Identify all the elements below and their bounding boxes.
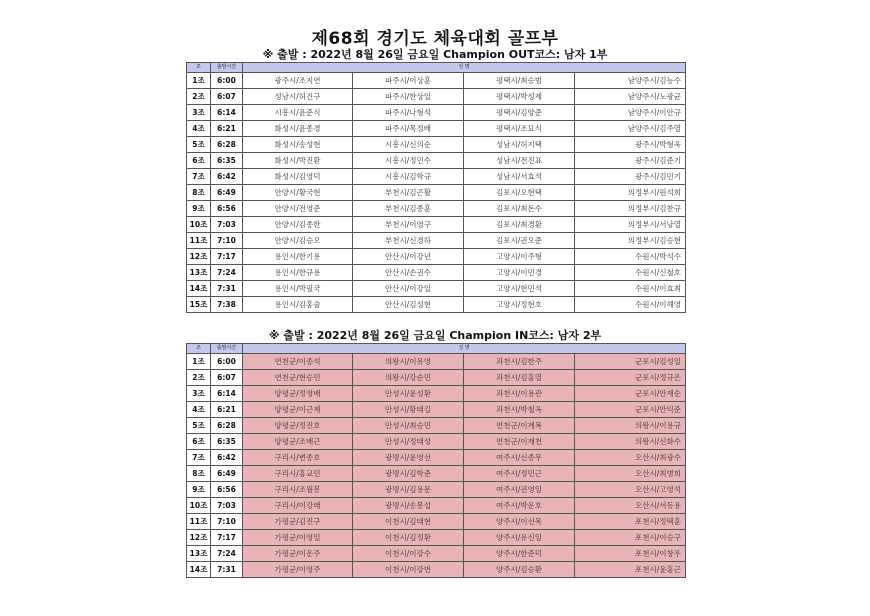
start-time-cell: 6:56 — [211, 201, 243, 217]
start-time-cell: 7:10 — [211, 233, 243, 249]
schedule-table-in-course — [186, 343, 686, 578]
start-time-cell: 6:42 — [211, 169, 243, 185]
group-cell: 12조 — [187, 530, 211, 546]
player-cell: 양평군/조배근 — [243, 434, 353, 450]
player-cell: 오산시/최광수 — [575, 450, 686, 466]
table-row — [187, 249, 686, 265]
player-cell: 고양시/현민석 — [464, 281, 575, 297]
table-row — [187, 137, 686, 153]
player-cell: 안성시/윤성환 — [353, 386, 464, 402]
group-cell: 12조 — [187, 249, 211, 265]
player-cell: 김포시/권오준 — [464, 233, 575, 249]
player-cell: 안산시/손권수 — [353, 265, 464, 281]
player-cell: 포천시/정택훈 — [575, 514, 686, 530]
player-cell: 가평군/김진구 — [243, 514, 353, 530]
group-cell: 9조 — [187, 482, 211, 498]
table-row — [187, 466, 686, 482]
table-row — [187, 386, 686, 402]
player-cell: 의왕시/이용규 — [575, 418, 686, 434]
header-names: 성 명 — [243, 63, 686, 73]
start-time-cell: 6:07 — [211, 89, 243, 105]
player-cell: 연천군/이계복 — [464, 418, 575, 434]
player-cell: 안산시/이강일 — [353, 281, 464, 297]
player-cell: 남양주시/김주열 — [575, 121, 686, 137]
player-cell: 고양시/이주형 — [464, 249, 575, 265]
start-time-cell: 6:35 — [211, 153, 243, 169]
player-cell: 평택시/조묘식 — [464, 121, 575, 137]
group-cell: 14조 — [187, 281, 211, 297]
table-row — [187, 169, 686, 185]
player-cell: 의왕시/강순민 — [353, 370, 464, 386]
group-cell: 11조 — [187, 514, 211, 530]
section-heading-in-course: ※ 출발 : 2022년 8월 26일 금요일 Champion IN코스: 남자 2부 — [268, 329, 602, 342]
player-cell: 양주시/김승환 — [464, 562, 575, 578]
player-cell: 양주시/한준덕 — [464, 546, 575, 562]
player-cell: 시흥시/김학규 — [353, 169, 464, 185]
player-cell: 양주시/이선목 — [464, 514, 575, 530]
table-row — [187, 418, 686, 434]
player-cell: 양평군/정영배 — [243, 386, 353, 402]
player-cell: 안양시/전영준 — [243, 201, 353, 217]
player-cell: 용인시/한규용 — [243, 265, 353, 281]
player-cell: 성남시/허지택 — [464, 137, 575, 153]
start-time-cell: 7:17 — [211, 530, 243, 546]
player-cell: 용인시/김홍술 — [243, 297, 353, 313]
group-cell: 1조 — [187, 354, 211, 370]
player-cell: 구리시/변종호 — [243, 450, 353, 466]
player-cell: 고양시/이민경 — [464, 265, 575, 281]
table-row — [187, 514, 686, 530]
group-cell: 7조 — [187, 450, 211, 466]
table-row — [187, 185, 686, 201]
player-cell: 구리시/조월봉 — [243, 482, 353, 498]
player-cell: 파주시/이상훈 — [353, 73, 464, 89]
player-cell: 연천군/현승민 — [243, 370, 353, 386]
player-cell: 과천시/이용관 — [464, 386, 575, 402]
start-time-cell: 7:10 — [211, 514, 243, 530]
table-row — [187, 498, 686, 514]
group-cell: 13조 — [187, 546, 211, 562]
player-cell: 평택시/박성제 — [464, 89, 575, 105]
table-row — [187, 73, 686, 89]
player-cell: 의정부시/김찬규 — [575, 201, 686, 217]
player-cell: 남양주시/이안규 — [575, 105, 686, 121]
player-cell: 화성시/윤종경 — [243, 121, 353, 137]
player-cell: 구리시/이강래 — [243, 498, 353, 514]
player-cell: 오산시/고영석 — [575, 482, 686, 498]
player-cell: 광주시/박형욱 — [575, 137, 686, 153]
player-cell: 남양주시/노광균 — [575, 89, 686, 105]
group-cell: 8조 — [187, 466, 211, 482]
player-cell: 여주시/정민근 — [464, 466, 575, 482]
player-cell: 성남시/서효석 — [464, 169, 575, 185]
table-row — [187, 233, 686, 249]
group-cell: 9조 — [187, 201, 211, 217]
table-row — [187, 562, 686, 578]
start-time-cell: 6:56 — [211, 482, 243, 498]
player-cell: 이천시/김태현 — [353, 514, 464, 530]
start-time-cell: 7:31 — [211, 281, 243, 297]
start-time-cell: 6:35 — [211, 434, 243, 450]
player-cell: 의왕시/이유영 — [353, 354, 464, 370]
start-time-cell: 7:24 — [211, 546, 243, 562]
player-cell: 구리시/홍교민 — [243, 466, 353, 482]
table-header-row — [187, 63, 686, 73]
table-row — [187, 89, 686, 105]
player-cell: 부천시/이영구 — [353, 217, 464, 233]
group-cell: 13조 — [187, 265, 211, 281]
player-cell: 광주시/김준기 — [575, 153, 686, 169]
group-cell: 1조 — [187, 73, 211, 89]
start-time-cell: 7:03 — [211, 217, 243, 233]
group-cell: 2조 — [187, 89, 211, 105]
player-cell: 평택시/최승범 — [464, 73, 575, 89]
group-cell: 6조 — [187, 434, 211, 450]
player-cell: 수원시/신철호 — [575, 265, 686, 281]
player-cell: 화성시/송성현 — [243, 137, 353, 153]
player-cell: 오산시/최병희 — [575, 466, 686, 482]
player-cell: 군포시/안익준 — [575, 402, 686, 418]
group-cell: 7조 — [187, 169, 211, 185]
table-row — [187, 217, 686, 233]
player-cell: 김포시/오현택 — [464, 185, 575, 201]
start-time-cell: 6:49 — [211, 466, 243, 482]
player-cell: 파주시/나형석 — [353, 105, 464, 121]
start-time-cell: 6:28 — [211, 137, 243, 153]
player-cell: 안양시/김승오 — [243, 233, 353, 249]
player-cell: 성남시/전진표 — [464, 153, 575, 169]
player-cell: 양평군/정진호 — [243, 418, 353, 434]
player-cell: 김포시/최돈수 — [464, 201, 575, 217]
player-cell: 안성시/정태성 — [353, 434, 464, 450]
player-cell: 포천시/이승구 — [575, 530, 686, 546]
player-cell: 시흥시/신의순 — [353, 137, 464, 153]
table-row — [187, 105, 686, 121]
player-cell: 군포시/정규은 — [575, 370, 686, 386]
player-cell: 연천군/이종석 — [243, 354, 353, 370]
player-cell: 여주시/신종무 — [464, 450, 575, 466]
start-time-cell: 6:21 — [211, 402, 243, 418]
section-heading-out-course: ※ 출발 : 2022년 8월 26일 금요일 Champion OUT코스: 남자 1부 — [262, 48, 608, 61]
player-cell: 시흥시/정민수 — [353, 153, 464, 169]
player-cell: 남양주시/김능수 — [575, 73, 686, 89]
player-cell: 과천시/박철옥 — [464, 402, 575, 418]
start-time-cell: 7:38 — [211, 297, 243, 313]
group-cell: 14조 — [187, 562, 211, 578]
player-cell: 시흥시/윤준식 — [243, 105, 353, 121]
start-time-cell: 6:00 — [211, 354, 243, 370]
header-start-time: 출발시간 — [211, 344, 243, 354]
table-row — [187, 434, 686, 450]
table-row — [187, 297, 686, 313]
group-cell: 4조 — [187, 121, 211, 137]
group-cell: 3조 — [187, 386, 211, 402]
header-group: 조 — [187, 344, 211, 354]
player-cell: 광주시/김민기 — [575, 169, 686, 185]
player-cell: 여주시/권영일 — [464, 482, 575, 498]
table-row — [187, 354, 686, 370]
player-cell: 수원시/이효최 — [575, 281, 686, 297]
player-cell: 파주시/한상일 — [353, 89, 464, 105]
start-time-cell: 6:07 — [211, 370, 243, 386]
start-time-cell: 7:03 — [211, 498, 243, 514]
group-cell: 10조 — [187, 217, 211, 233]
start-time-cell: 6:14 — [211, 105, 243, 121]
player-cell: 광명시/김용문 — [353, 482, 464, 498]
group-cell: 15조 — [187, 297, 211, 313]
player-cell: 이천시/이강수 — [353, 546, 464, 562]
player-cell: 가평군/이영주 — [243, 562, 353, 578]
player-cell: 과천시/김홍열 — [464, 370, 575, 386]
player-cell: 광명시/김학준 — [353, 466, 464, 482]
header-names: 성 명 — [243, 344, 686, 354]
player-cell: 광명시/윤영선 — [353, 450, 464, 466]
player-cell: 안성시/최승민 — [353, 418, 464, 434]
table-header-row — [187, 344, 686, 354]
start-time-cell: 6:00 — [211, 73, 243, 89]
group-cell: 2조 — [187, 370, 211, 386]
table-row — [187, 201, 686, 217]
player-cell: 용인시/한기용 — [243, 249, 353, 265]
table-row — [187, 482, 686, 498]
player-cell: 안산시/김성현 — [353, 297, 464, 313]
header-group: 조 — [187, 63, 211, 73]
start-time-cell: 6:28 — [211, 418, 243, 434]
group-cell: 6조 — [187, 153, 211, 169]
header-start-time: 출발시간 — [211, 63, 243, 73]
player-cell: 부천시/김곤활 — [353, 185, 464, 201]
player-cell: 수원시/이해영 — [575, 297, 686, 313]
player-cell: 용인시/박필국 — [243, 281, 353, 297]
player-cell: 수원시/박석수 — [575, 249, 686, 265]
player-cell: 가평군/이운주 — [243, 546, 353, 562]
player-cell: 양주시/유신일 — [464, 530, 575, 546]
player-cell: 의정부시/김승현 — [575, 233, 686, 249]
table-row — [187, 450, 686, 466]
page-title: 제68회 경기도 체육대회 골프부 — [311, 29, 559, 49]
table-row — [187, 402, 686, 418]
player-cell: 김포시/최경환 — [464, 217, 575, 233]
player-cell: 여주시/박운호 — [464, 498, 575, 514]
player-cell: 성남시/허진구 — [243, 89, 353, 105]
start-time-cell: 6:42 — [211, 450, 243, 466]
start-time-cell: 7:24 — [211, 265, 243, 281]
player-cell: 안양시/황국현 — [243, 185, 353, 201]
table-row — [187, 121, 686, 137]
player-cell: 의정부시/서낭열 — [575, 217, 686, 233]
player-cell: 과천시/김한주 — [464, 354, 575, 370]
player-cell: 안산시/이강년 — [353, 249, 464, 265]
player-cell: 고양시/정현호 — [464, 297, 575, 313]
group-cell: 5조 — [187, 418, 211, 434]
player-cell: 포천시/이창우 — [575, 546, 686, 562]
table-row — [187, 546, 686, 562]
group-cell: 4조 — [187, 402, 211, 418]
player-cell: 연천군/이재천 — [464, 434, 575, 450]
start-time-cell: 6:21 — [211, 121, 243, 137]
table-row — [187, 265, 686, 281]
player-cell: 안양시/김종한 — [243, 217, 353, 233]
player-cell: 안성시/황태길 — [353, 402, 464, 418]
player-cell: 광주시/조지연 — [243, 73, 353, 89]
player-cell: 파주시/목정배 — [353, 121, 464, 137]
start-time-cell: 6:14 — [211, 386, 243, 402]
player-cell: 가평군/이영일 — [243, 530, 353, 546]
player-cell: 이천시/이강번 — [353, 562, 464, 578]
schedule-table-out-course — [186, 62, 686, 313]
start-time-cell: 7:17 — [211, 249, 243, 265]
player-cell: 화성시/김영덕 — [243, 169, 353, 185]
player-cell: 포천시/윤홍근 — [575, 562, 686, 578]
group-cell: 5조 — [187, 137, 211, 153]
group-cell: 8조 — [187, 185, 211, 201]
player-cell: 군포시/안재순 — [575, 386, 686, 402]
group-cell: 11조 — [187, 233, 211, 249]
player-cell: 평택시/김양준 — [464, 105, 575, 121]
player-cell: 양평군/이근제 — [243, 402, 353, 418]
player-cell: 광명시/송봉섭 — [353, 498, 464, 514]
player-cell: 화성시/박진환 — [243, 153, 353, 169]
player-cell: 의왕시/신화수 — [575, 434, 686, 450]
table-row — [187, 370, 686, 386]
group-cell: 10조 — [187, 498, 211, 514]
group-cell: 3조 — [187, 105, 211, 121]
player-cell: 군포시/김성일 — [575, 354, 686, 370]
player-cell: 부천시/김종훈 — [353, 201, 464, 217]
start-time-cell: 6:49 — [211, 185, 243, 201]
player-cell: 이천시/김정환 — [353, 530, 464, 546]
table-row — [187, 530, 686, 546]
start-time-cell: 7:31 — [211, 562, 243, 578]
player-cell: 부천시/신경하 — [353, 233, 464, 249]
player-cell: 의정부시/원석희 — [575, 185, 686, 201]
player-cell: 오산시/서동용 — [575, 498, 686, 514]
table-row — [187, 153, 686, 169]
table-row — [187, 281, 686, 297]
